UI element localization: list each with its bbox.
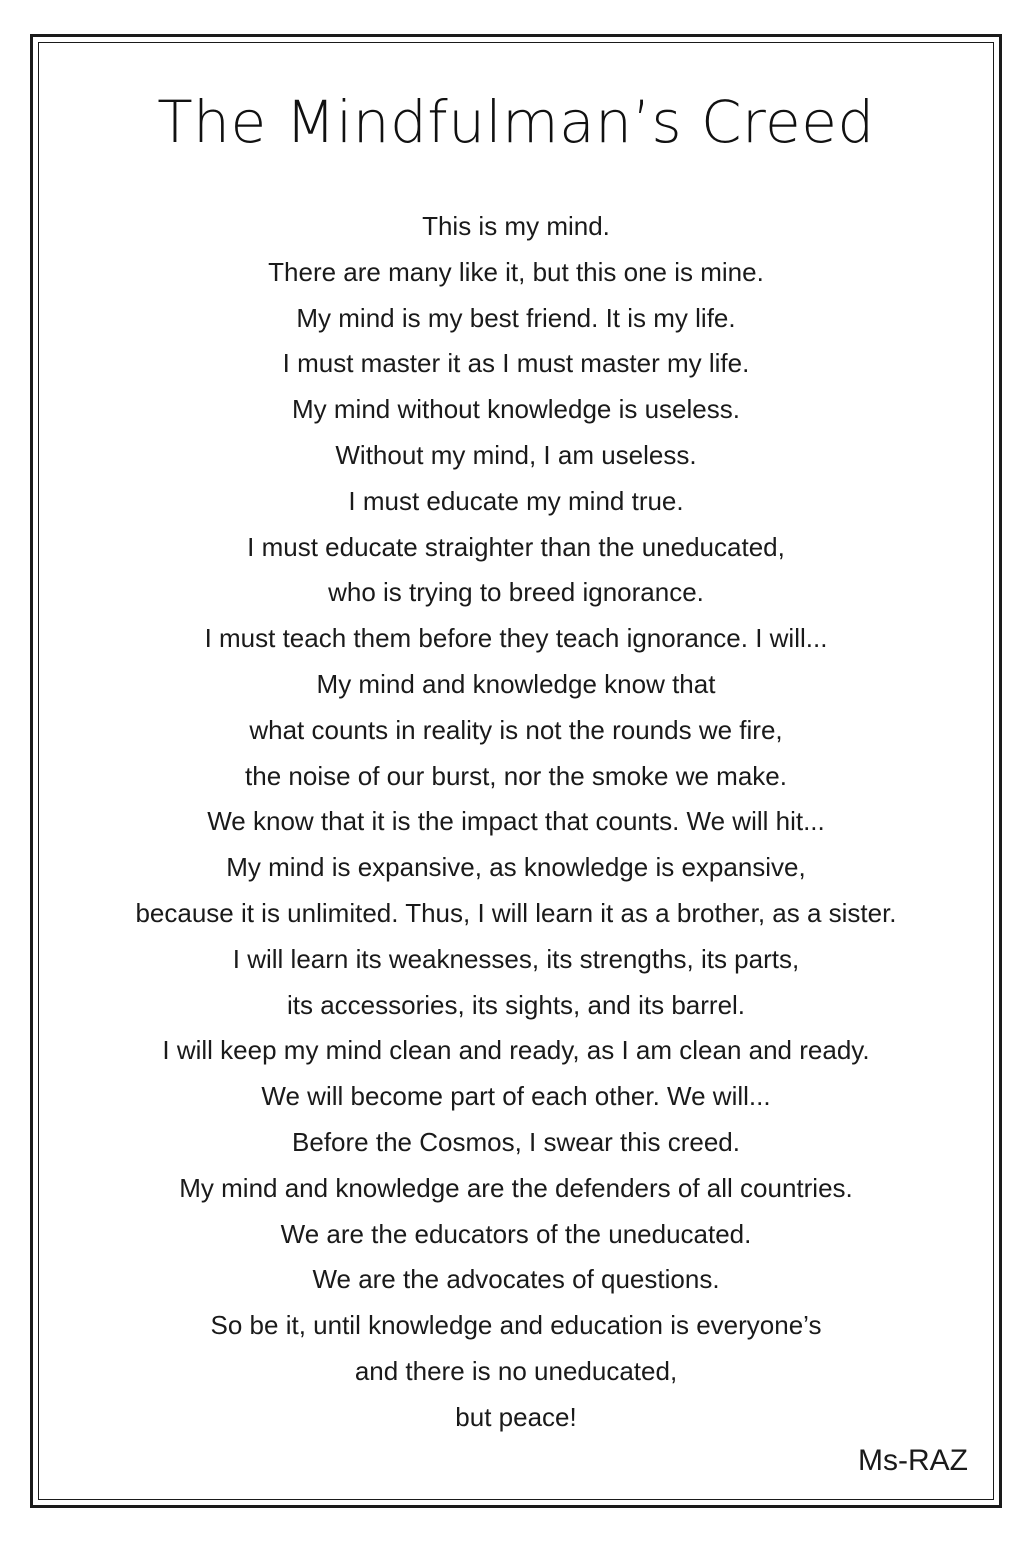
creed-line: Without my mind, I am useless. (335, 439, 697, 470)
creed-line: I will keep my mind clean and ready, as I am clean and ready. (162, 1035, 870, 1066)
creed-line: My mind and knowledge know that (316, 668, 716, 699)
creed-line: Before the Cosmos, I swear this creed. (292, 1126, 740, 1157)
creed-line: This is my mind. (422, 211, 610, 241)
creed-line: but peace! (455, 1401, 577, 1432)
creed-line: the noise of our burst, nor the smoke we make. (245, 760, 787, 791)
page-title: The Mindfulman’s Creed (157, 88, 875, 156)
creed-line: We will become part of each other. We will... (261, 1081, 771, 1112)
creed-line: I must educate my mind true. (348, 485, 684, 516)
creed-line: I must master it as I must master my life. (282, 348, 750, 379)
creed-line: My mind and knowledge are the defenders of all countries. (179, 1172, 853, 1203)
creed-line: My mind without knowledge is useless. (292, 394, 740, 425)
creed-line: We know that it is the impact that counts. We will hit... (207, 806, 825, 837)
page-border (30, 34, 1002, 1508)
creed-line: its accessories, its sights, and its barrel. (286, 989, 746, 1020)
page-inner-border (38, 42, 994, 1500)
creed-line: I must teach them before they teach ignorance. I will... (204, 623, 828, 654)
signature: Ms-RAZ (858, 1444, 968, 1477)
creed-line: because it is unlimited. Thus, I will learn it as a brother, as a sister. (135, 897, 897, 928)
creed-line: and there is no uneducated, (354, 1355, 678, 1386)
creed-line: My mind is my best friend. It is my life. (296, 302, 736, 333)
creed-line: We are the educators of the uneducated. (280, 1218, 752, 1249)
creed-line: who is trying to breed ignorance. (328, 577, 704, 608)
creed-line: So be it, until knowledge and education is everyone’s (210, 1310, 822, 1341)
creed-text (39, 204, 993, 1441)
creed-line: I will learn its weaknesses, its strengths, its parts, (232, 943, 800, 974)
creed-line: There are many like it, but this one is mine. (268, 256, 764, 287)
creed-line: We are the advocates of questions. (312, 1264, 720, 1295)
creed-line: what counts in reality is not the rounds we fire, (249, 714, 783, 745)
creed-line: My mind is expansive, as knowledge is expansive, (226, 852, 806, 883)
creed-line: I must educate straighter than the uneducated, (247, 531, 785, 562)
